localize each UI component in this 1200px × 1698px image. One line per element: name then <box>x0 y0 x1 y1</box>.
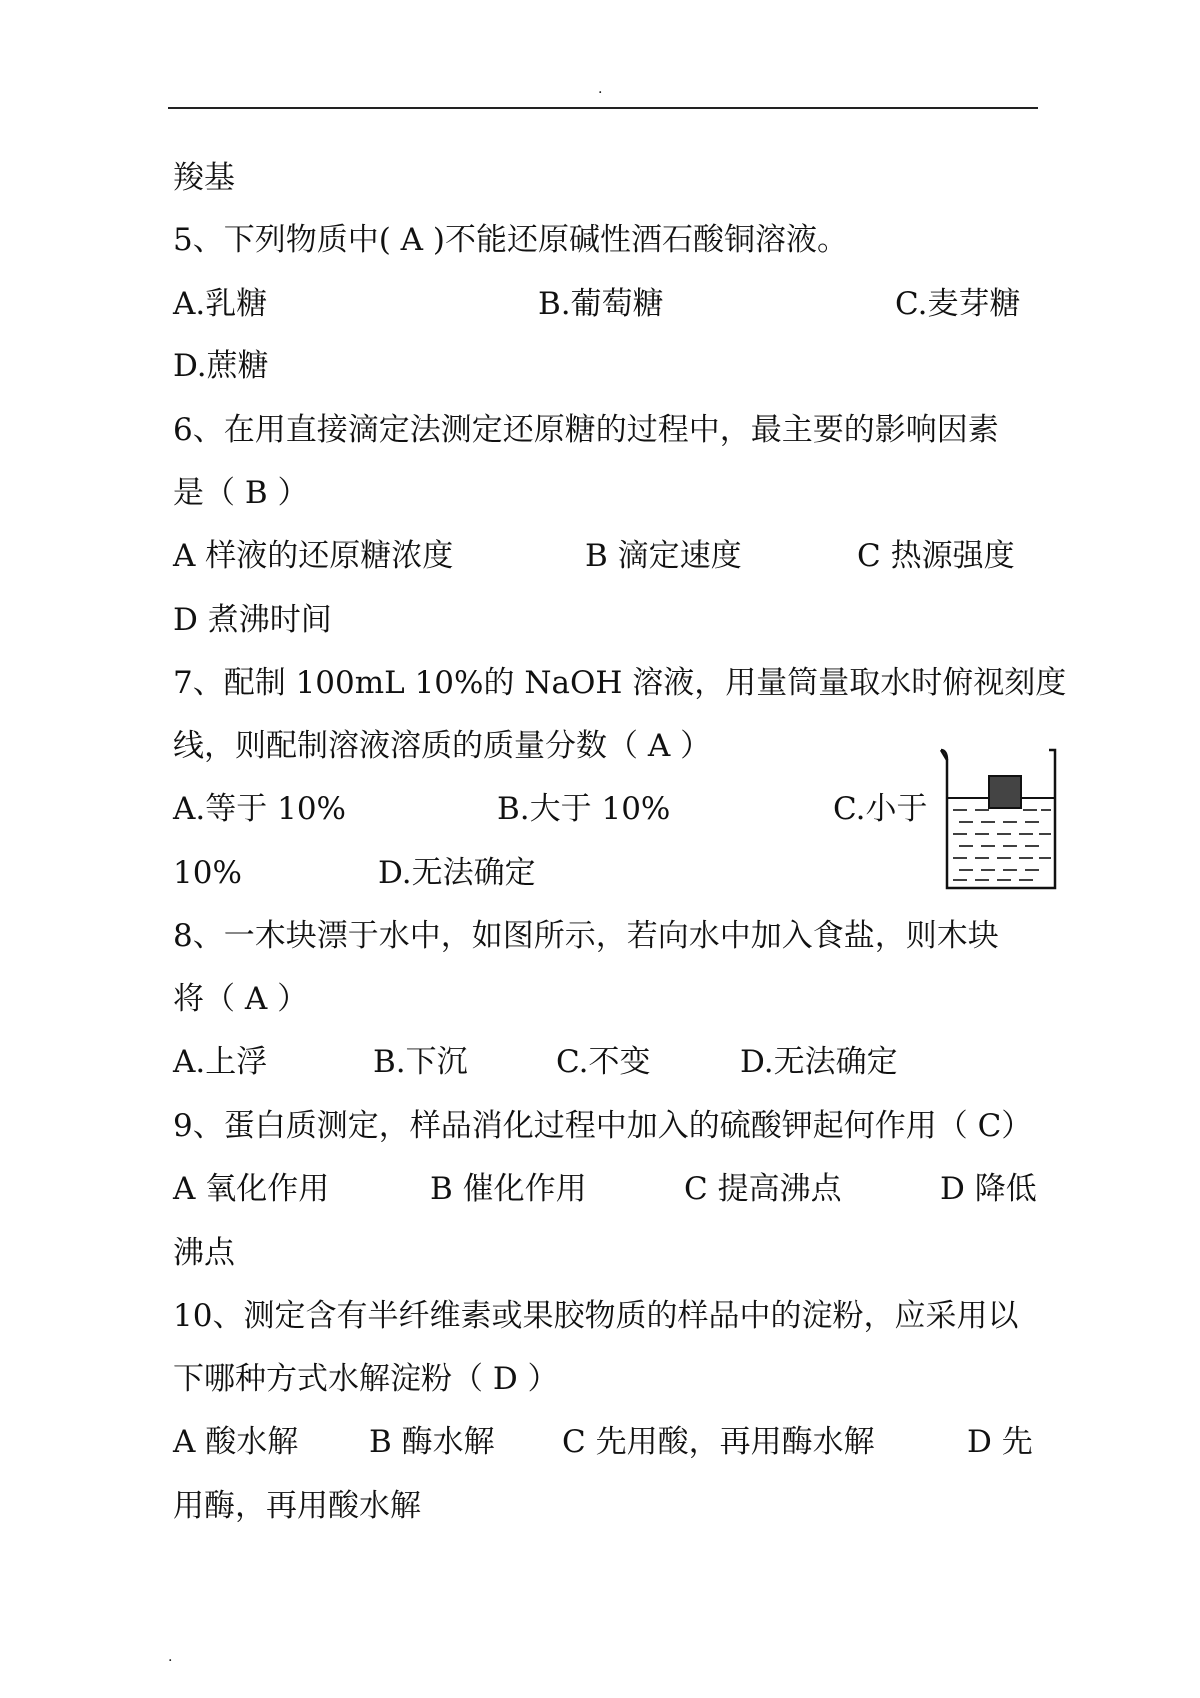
question-7-cont: 线，则配制溶液溶质的质量分数（ A ） <box>173 728 712 764</box>
q8-option-c: C.不变 <box>556 1044 651 1080</box>
q10-option-c: C 先用酸，再用酶水解 <box>562 1424 875 1460</box>
q6-option-c: C 热源强度 <box>857 538 1015 574</box>
q9-option-b: B 催化作用 <box>430 1171 587 1207</box>
header-dot: . <box>598 81 603 97</box>
header-rule <box>168 107 1038 109</box>
q7-option-c: C.小于 <box>833 791 928 827</box>
q6-option-d: D 煮沸时间 <box>173 602 332 638</box>
q9-option-c: C 提高沸点 <box>684 1171 842 1207</box>
question-8: 8、一木块漂于水中，如图所示，若向水中加入食盐，则木块 <box>173 918 999 954</box>
q10-option-d-cont: 用酶，再用酸水解 <box>173 1488 421 1524</box>
question-5: 5、下列物质中( A )不能还原碱性酒石酸铜溶液。 <box>173 222 849 258</box>
q8-option-d: D.无法确定 <box>740 1044 898 1080</box>
question-8-cont: 将（ A ） <box>173 981 309 1017</box>
question-6: 6、在用直接滴定法测定还原糖的过程中，最主要的影响因素 <box>173 412 999 448</box>
q7-option-b: B.大于 10% <box>497 791 671 827</box>
q10-option-a: A 酸水解 <box>173 1424 299 1460</box>
question-9: 9、蛋白质测定，样品消化过程中加入的硫酸钾起何作用（ C） <box>173 1108 1033 1144</box>
q10-option-b: B 酶水解 <box>369 1424 495 1460</box>
question-7: 7、配制 100mL 10%的 NaOH 溶液，用量筒量取水时俯视刻度 <box>173 665 1067 701</box>
q7-option-c-cont: 10% <box>173 855 242 891</box>
q8-option-b: B.下沉 <box>373 1044 468 1080</box>
beaker-with-wood-block-figure <box>937 746 1061 894</box>
q9-option-d: D 降低 <box>940 1171 1037 1207</box>
question-10-cont: 下哪种方式水解淀粉（ D ） <box>173 1361 559 1397</box>
q8-option-a: A.上浮 <box>173 1044 268 1080</box>
q5-option-b: B.葡萄糖 <box>538 286 664 322</box>
q5-option-d: D.蔗糖 <box>173 348 269 384</box>
q9-option-d-cont: 沸点 <box>173 1235 235 1271</box>
q7-option-a: A.等于 10% <box>173 791 346 827</box>
footer-dot: . <box>168 1649 173 1665</box>
q7-option-d: D.无法确定 <box>378 855 536 891</box>
question-10: 10、测定含有半纤维素或果胶物质的样品中的淀粉，应采用以 <box>173 1298 1019 1334</box>
q9-option-a: A 氧化作用 <box>173 1171 330 1207</box>
question-6-cont: 是（ B ） <box>173 475 309 511</box>
q6-option-a: A 样液的还原糖浓度 <box>173 538 454 574</box>
q5-option-c: C.麦芽糖 <box>895 286 1021 322</box>
q6-option-b: B 滴定速度 <box>585 538 742 574</box>
text-line: 羧基 <box>173 160 235 196</box>
q10-option-d: D 先 <box>967 1424 1033 1460</box>
q5-option-a: A.乳糖 <box>173 286 268 322</box>
